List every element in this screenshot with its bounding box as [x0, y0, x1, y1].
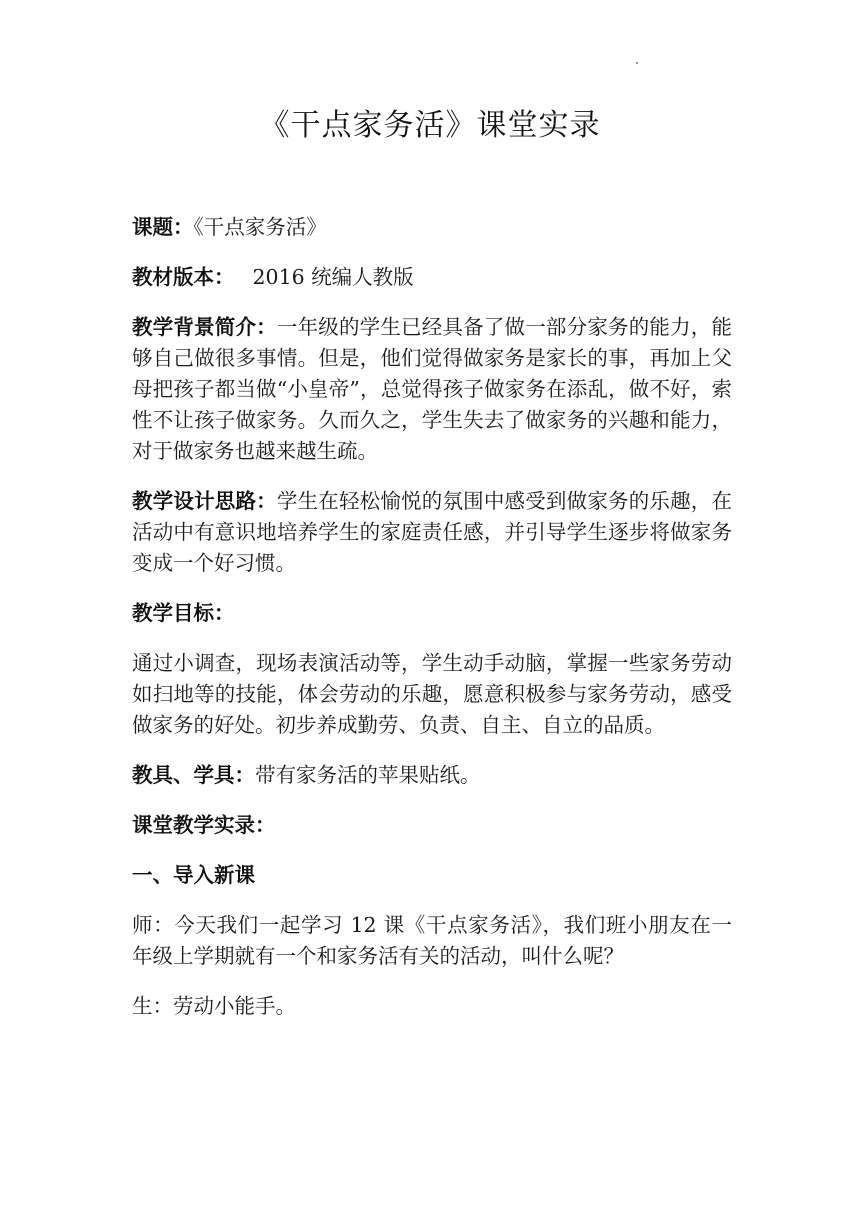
tools-label: 教具、学具：: [132, 763, 255, 787]
topic-paragraph: [132, 212, 732, 243]
goals-heading: 教学目标：: [132, 601, 235, 625]
record-heading: 课堂教学实录：: [132, 813, 276, 837]
section-heading: 一、导入新课: [132, 863, 255, 887]
design-text: 学生在轻松愉悦的氛围中感受到做家务的乐趣，在活动中有意识地培养学生的家庭责任感，并引导学生逐步将做家务变成一个好习惯。: [132, 489, 732, 575]
page-mark-dot: [636, 62, 638, 64]
background-label: 教学背景简介：: [132, 315, 277, 339]
speaker-label: 师：: [132, 913, 175, 937]
speech-text: 劳动小能手。: [173, 994, 296, 1018]
topic-label: 课题：: [132, 215, 194, 239]
edition-paragraph: [132, 262, 732, 293]
document-body: [132, 212, 732, 1041]
background-paragraph: [132, 312, 732, 467]
design-paragraph: [132, 486, 732, 579]
topic-value: 《干点家务活》: [193, 215, 327, 239]
background-text: 一年级的学生已经具备了做一部分家务的能力，能够自己做很多事情。但是，他们觉得做家务是家长的事，再加上父母把孩子都当做“小皇帝”，总觉得孩子做家务在添乱，做不好，索性不让孩子做家务。久而久之，学生失去了做家务的兴趣和能力，对于做家务也越来越生疏。: [132, 315, 732, 463]
edition-value: 2016 统编人教版: [252, 265, 414, 289]
document-title: 《干点家务活》课堂实录: [259, 108, 601, 143]
speaker-label: 生：: [132, 994, 173, 1018]
tools-paragraph: [132, 760, 732, 791]
edition-label: 教材版本：: [132, 265, 235, 289]
design-label: 教学设计思路：: [132, 489, 277, 513]
goals-text: 通过小调查，现场表演活动等，学生动手动脑，掌握一些家务劳动如扫地等的技能，体会劳动的乐趣，愿意积极参与家务劳动，感受做家务的好处。初步养成勤劳、负责、自主、自立的品质。: [132, 651, 732, 737]
dialog-line-student: [132, 991, 732, 1022]
tools-value: 带有家务活的苹果贴纸。: [255, 763, 481, 787]
dialog-line-teacher: [132, 910, 732, 972]
speech-text: 今天我们一起学习 12 课《干点家务活》，我们班小朋友在一年级上学期就有一个和家务活有关的活动，叫什么呢？: [132, 913, 732, 968]
